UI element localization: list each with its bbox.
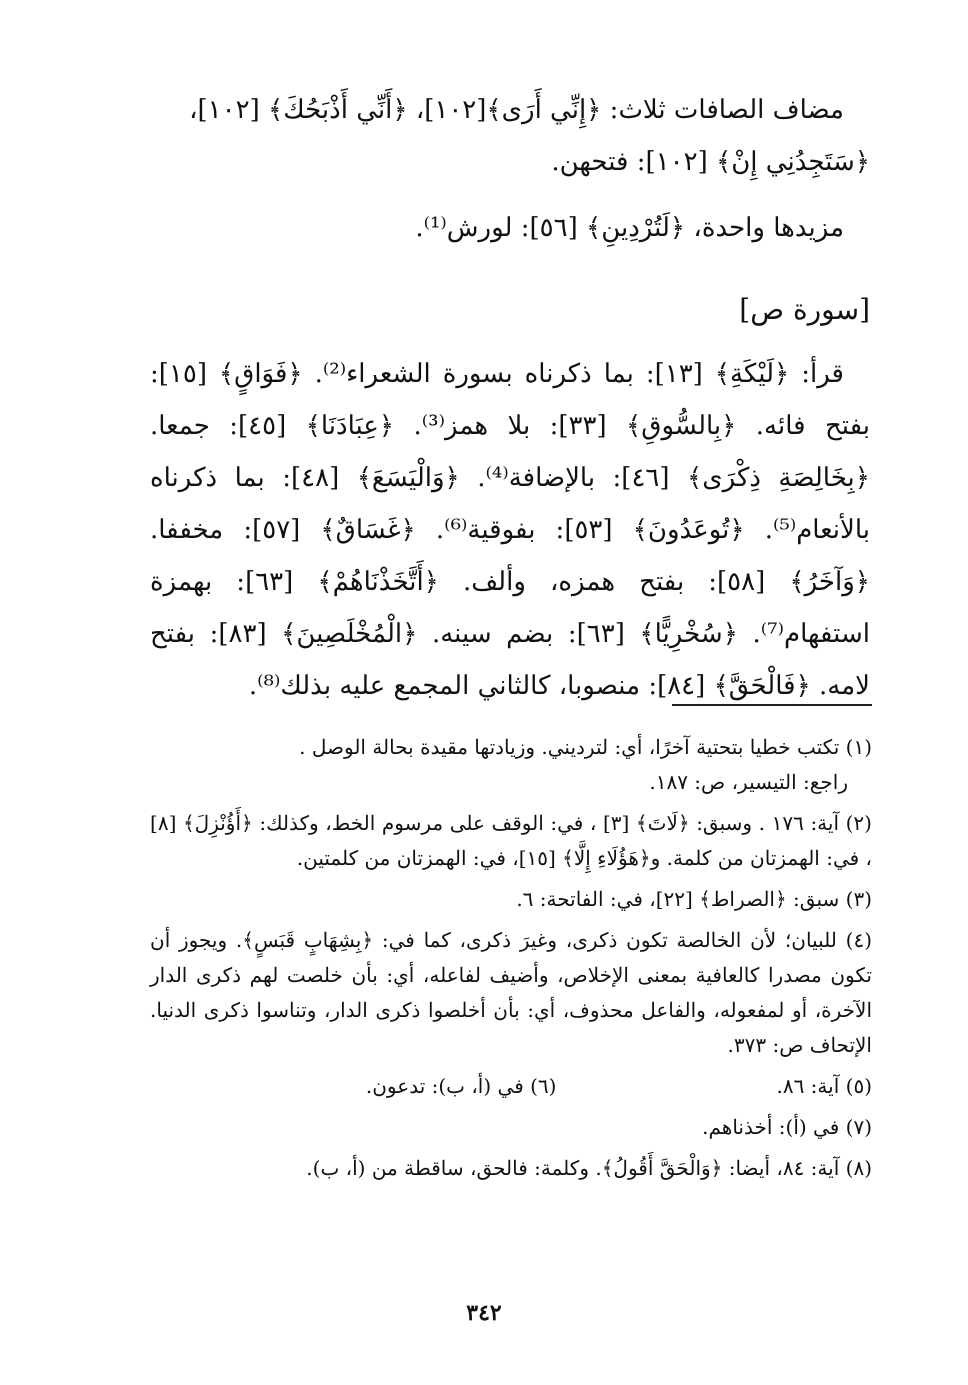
footnote-divider: [672, 704, 872, 706]
footnote-1: (١) تكتب خطيا بتحتية آخرًا، أي: لترديني. وزيادتها مقيدة بحالة الوصل .: [299, 735, 872, 759]
footnote-7: (٧) في (أ): أخذناهم.: [702, 1115, 872, 1139]
paragraph-mazid: مزيدها واحدة، ﴿لَتُرْدِينِ﴾ [٥٦]: لورش⁽¹⁾.: [415, 213, 844, 243]
surah-heading: [سورة ص]: [739, 293, 870, 326]
page-number: ٣٤٢: [466, 1300, 502, 1326]
paragraph-safat-line2: ﴿سَتَجِدُنِي إِنْ﴾ [١٠٢]: فتحهن.: [551, 147, 870, 177]
footnote-8: (٨) آية: ٨٤، أيضا: ﴿وَالْحَقَّ أَقُولُ﴾. وكلمة: فالحق، ساقطة من (أ، ب).: [306, 1156, 872, 1180]
footnote-1-continued: راجع: التيسير، ص: ١٨٧.: [649, 770, 848, 794]
paragraph-qara: قرأ: ﴿لَيْكَةِ﴾ [١٣]: بما ذكرناه بسورة الشعراء⁽²⁾. ﴿فَوَاقٍ﴾ [١٥]: بفتح فائه. ﴿بِالسُّوقِ﴾ [٣٣]: بلا همز⁽³⁾. ﴿عِبَادَنَا﴾ [٤٥]: جمعا. ﴿بِخَالِصَةِ ذِكْرَى﴾ [٤٦]: بالإضافة⁽⁴⁾. ﴿وَالْيَسَعَ﴾ [٤٨]: بما ذكرناه بالأنعام⁽⁵⁾. ﴿تُوعَدُونَ﴾ [٥٣]: بفوقية⁽⁶⁾. ﴿غَسَاقٌ﴾ [٥٧]: مخففا. ﴿وَآخَرُ﴾ [٥٨]: بفتح همزه، وألف. ﴿أَتَّخَذْنَاهُمْ﴾ [٦٣]: بهمزة استفهام⁽⁷⁾. ﴿سُخْرِيًّا﴾ [٦٣]: بضم سينه. ﴿الْمُخْلَصِينَ﴾ [٨٣]: بفتح لامه. ﴿فَالْحَقَّ﴾ [٨٤]: منصوبا، كالثاني المجمع عليه بذلك⁽⁸⁾.: [150, 359, 871, 701]
footnote-2: (٢) آية: ١٧٦ . وسبق: ﴿لَاتَ﴾ [٣] ، في: الوقف على مرسوم الخط، وكذلك: ﴿أَؤُنْزِلَ﴾ [٨] ، في: الهمزتان من كلمة. و﴿هَؤُلَاءِ إِلَّا﴾ [١٥]، في: الهمزتان من كلمتين.: [150, 811, 872, 870]
footnotes: [150, 730, 872, 1186]
paragraph-safat-line1: مضاف الصافات ثلاث: ﴿إِنِّي أَرَى﴾[١٠٢]، ﴿أَنِّي أَذْبَحُكَ﴾ [١٠٢]،: [189, 95, 844, 125]
footnote-4: (٤) للبيان؛ لأن الخالصة تكون ذكرى، وغيرَ ذكرى، كما في: ﴿بِشِهَابٍ قَبَسٍ﴾. ويجوز أن تكون مصدرا كالعافية بمعنى الإخلاص، وأضيف لفاعله، أي: بأن خلصت لهم ذكرى الدار الآخرة، أو لمفعوله، والفاعل محذوف، أي: بأن أخلصوا ذكرى الدار، وتناسوا ذكرى الدنيا. الإتحاف ص: ٣٧٣.: [150, 928, 872, 1057]
footnote-3: (٣) سبق: ﴿الصراط﴾ [٢٢]، في: الفاتحة: ٦.: [516, 887, 872, 911]
footnote-6: (٦) في (أ، ب): تدعون.: [365, 1074, 557, 1098]
footnotes-5-6-row: [150, 1069, 872, 1104]
main-text: [150, 84, 870, 712]
footnote-5: (٥) آية: ٨٦.: [776, 1074, 872, 1098]
